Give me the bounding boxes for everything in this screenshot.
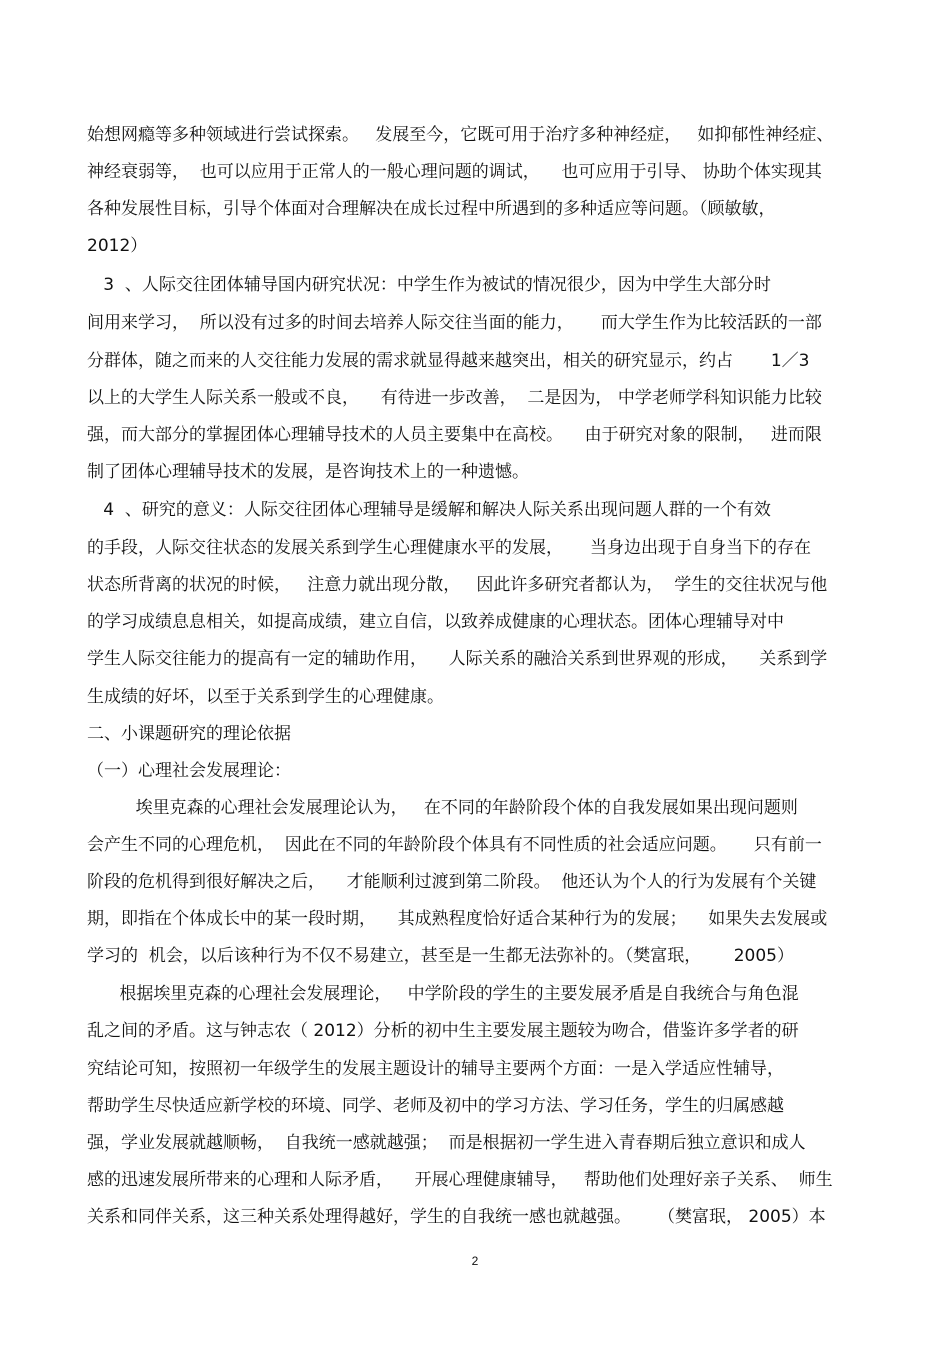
text-line: 学习的 机会，以后该种行为不仅不易建立，甚至是一生都无法弥补的。（樊富珉， 2005） bbox=[87, 946, 794, 966]
text-line: 间用来学习， 所以没有过多的时间去培养人际交往当面的能力， 而大学生作为比较活跃的一部 bbox=[87, 313, 822, 333]
text-line: 乱之间的矛盾。这与钟志农（ 2012）分析的初中生主要发展主题较为吻合，借鉴许多学者的研 bbox=[87, 1021, 799, 1041]
text-line: 期，即指在个体成长中的某一段时期， 其成熟程度恰好适合某种行为的发展； 如果失去发展或 bbox=[87, 909, 828, 929]
text-line: 始想网瘾等多种领域进行尝试探索。 发展至今，它既可用于治疗多种神经症， 如抑郁性神经症、 bbox=[87, 125, 834, 145]
text-line: 2012） bbox=[87, 236, 148, 256]
text-line: 各种发展性目标，引导个体面对合理解决在成长过程中所遇到的多种适应等问题。（顾敏敏， bbox=[87, 199, 776, 219]
section-heading: 二、小课题研究的理论依据 bbox=[87, 724, 291, 744]
text-line: 4 、研究的意义：人际交往团体心理辅导是缓解和解决人际关系出现问题人群的一个有效 bbox=[87, 500, 771, 520]
text-line: 以上的大学生人际关系一般或不良， 有待进一步改善， 二是因为， 中学老师学科知识能力比较 bbox=[87, 388, 822, 408]
text-line: 埃里克森的心理社会发展理论认为， 在不同的年龄阶段个体的自我发展如果出现问题则 bbox=[87, 798, 798, 818]
subsection-heading: （一）心理社会发展理论： bbox=[87, 761, 291, 781]
page-number: 2 bbox=[471, 1254, 479, 1268]
text-line: 的学习成绩息息相关，如提高成绩，建立自信，以致养成健康的心理状态。团体心理辅导对中 bbox=[87, 612, 784, 632]
text-line: 分群体，随之而来的人交往能力发展的需求就显得越来越突出，相关的研究显示，约占 1／3 bbox=[87, 351, 810, 371]
text-line: 强，而大部分的掌握团体心理辅导技术的人员主要集中在高校。 由于研究对象的限制， 进而限 bbox=[87, 425, 822, 445]
text-line: 究结论可知，按照初一年级学生的发展主题设计的辅导主要两个方面：一是入学适应性辅导， bbox=[87, 1059, 784, 1079]
text-line: 帮助学生尽快适应新学校的环境、同学、老师及初中的学习方法、学习任务，学生的归属感越 bbox=[87, 1096, 784, 1116]
text-line: 制了团体心理辅导技术的发展，是咨询技术上的一种遗憾。 bbox=[87, 462, 529, 482]
text-line: 关系和同伴关系，这三种关系处理得越好，学生的自我统一感也就越强。 （樊富珉， 2005）本 bbox=[87, 1207, 826, 1227]
text-line: 的手段，人际交往状态的发展关系到学生心理健康水平的发展， 当身边出现于自身当下的存在 bbox=[87, 538, 812, 558]
text-line: 强，学业发展就越顺畅， 自我统一感就越强； 而是根据初一学生进入青春期后独立意识和成人 bbox=[87, 1133, 806, 1153]
text-line: 感的迅速发展所带来的心理和人际矛盾， 开展心理健康辅导， 帮助他们处理好亲子关系、 师生 bbox=[87, 1170, 833, 1190]
text-line: 状态所背离的状况的时候， 注意力就出现分散， 因此许多研究者都认为， 学生的交往状况与他 bbox=[87, 575, 828, 595]
text-line: 阶段的危机得到很好解决之后， 才能顺利过渡到第二阶段。 他还认为个人的行为发展有个关键 bbox=[87, 872, 817, 892]
text-line: 神经衰弱等， 也可以应用于正常人的一般心理问题的调试， 也可应用于引导、 协助个体实现其 bbox=[87, 162, 822, 182]
text-line: 生成绩的好坏，以至于关系到学生的心理健康。 bbox=[87, 687, 444, 707]
text-line: 根据埃里克森的心理社会发展理论， 中学阶段的学生的主要发展矛盾是自我统合与角色混 bbox=[87, 984, 799, 1004]
text-line: 学生人际交往能力的提高有一定的辅助作用， 人际关系的融洽关系到世界观的形成， 关系到学 bbox=[87, 649, 828, 669]
text-line: 会产生不同的心理危机， 因此在不同的年龄阶段个体具有不同性质的社会适应问题。 只有前一 bbox=[87, 835, 822, 855]
text-line: 3 、人际交往团体辅导国内研究状况：中学生作为被试的情况很少，因为中学生大部分时 bbox=[87, 275, 771, 295]
